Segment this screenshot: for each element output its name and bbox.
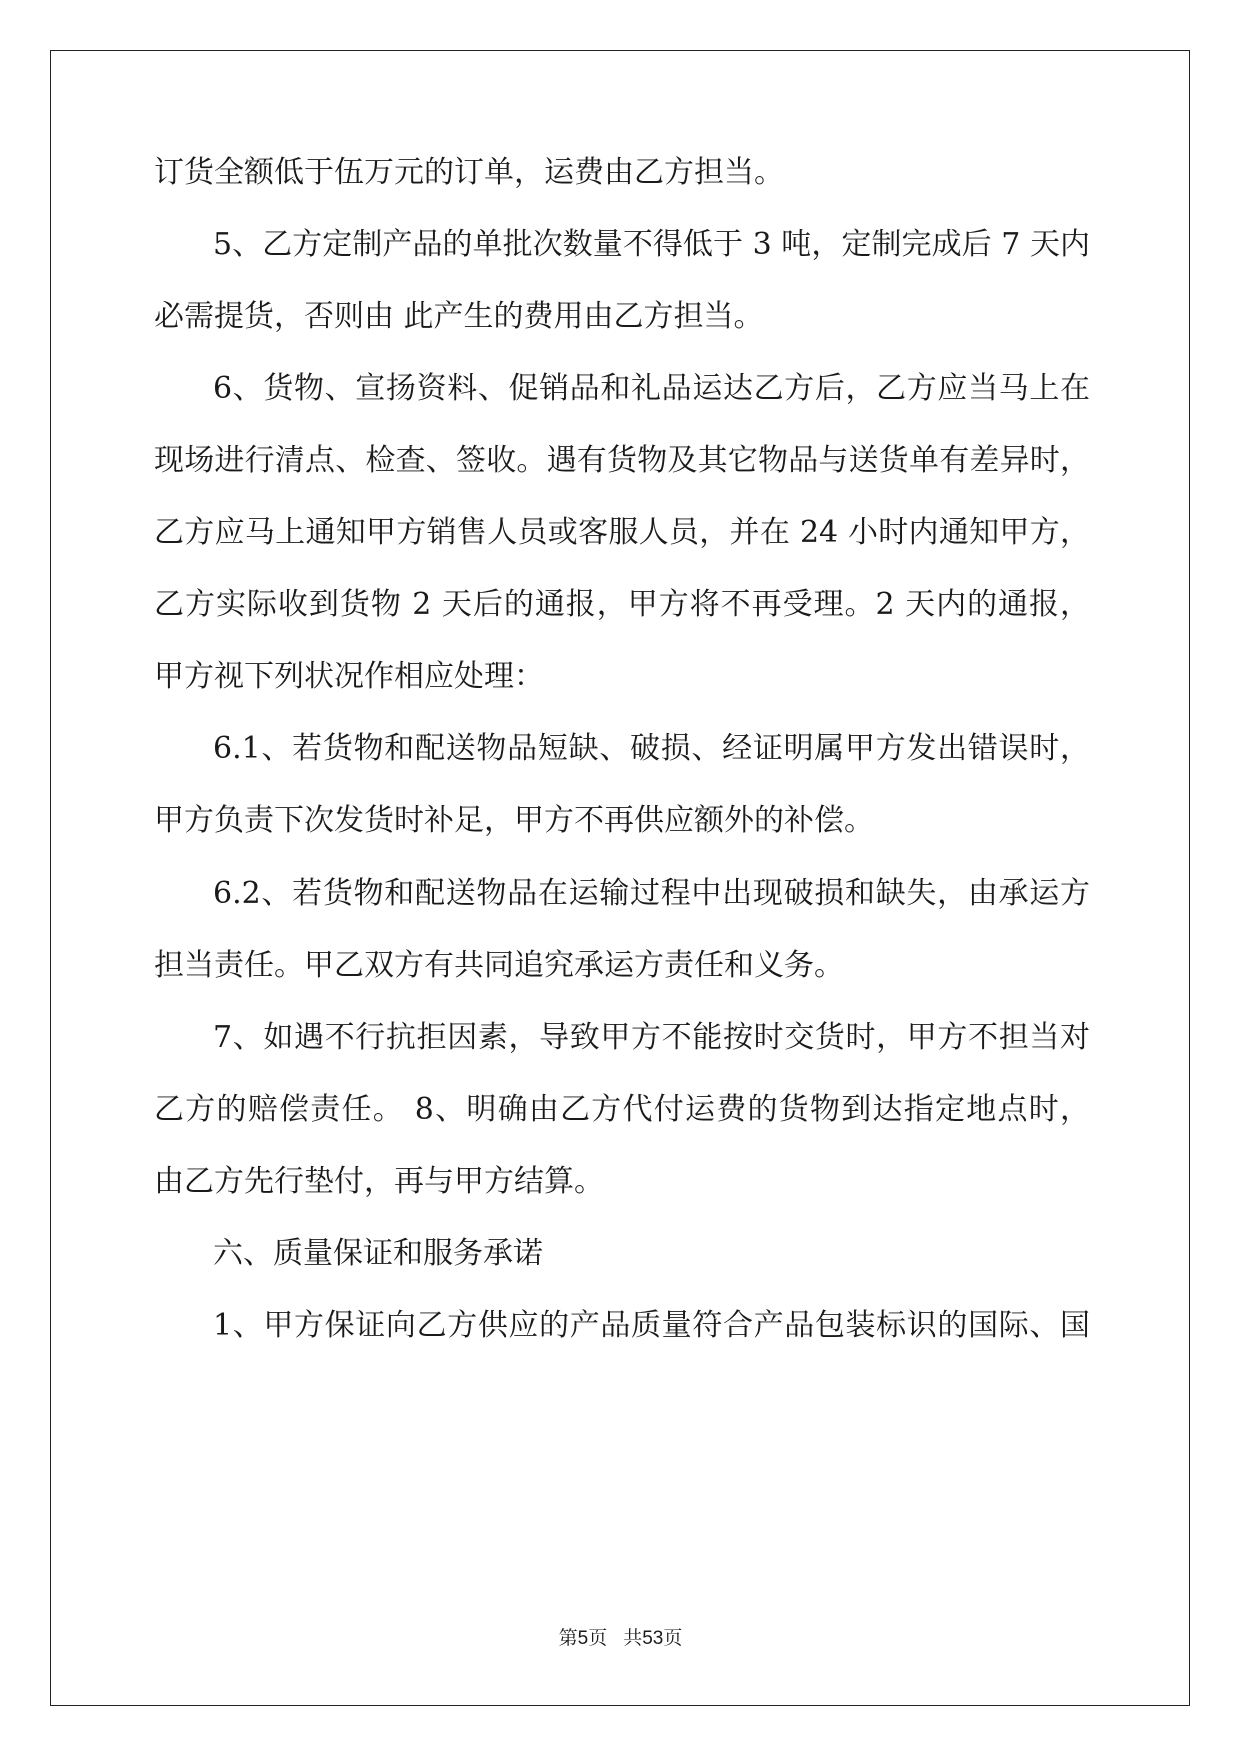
text-line: 乙方实际收到货物 2 天后的通报，甲方将不再受理。2 天内的通报， <box>154 587 1090 622</box>
text-line: 担当责任。甲乙双方有共同追究承运方责任和义务。 <box>154 948 844 983</box>
page-number: 5 <box>577 1628 589 1649</box>
paragraph-item-6-1: 6.1、若货物和配送物品短缺、破损、经证明属甲方发出错误时， <box>213 731 1090 766</box>
page-suffix: 页 <box>588 1627 608 1649</box>
paragraph-item-1: 1、甲方保证向乙方供应的产品质量符合产品包装标识的国际、国 <box>213 1308 1090 1343</box>
paragraph-item-6: 6、货物、宣扬资料、促销品和礼品运达乙方后，乙方应当马上在 <box>213 371 1090 406</box>
text-line: 乙方的赔偿责任。 8、明确由乙方代付运费的货物到达指定地点时， <box>154 1092 1090 1127</box>
text-line: 乙方应马上通知甲方销售人员或客服人员，并在 24 小时内通知甲方， <box>154 515 1090 550</box>
text-line: 必需提货，否则由 此产生的费用由乙方担当。 <box>154 299 764 334</box>
paragraph-item-7: 7、如遇不行抗拒因素，导致甲方不能按时交货时，甲方不担当对 <box>213 1020 1090 1055</box>
text-line: 甲方视下列状况作相应处理： <box>154 659 544 694</box>
paragraph-item-6-2: 6.2、若货物和配送物品在运输过程中出现破损和缺失，由承运方 <box>213 876 1090 911</box>
text-line: 甲方负责下次发货时补足，甲方不再供应额外的补偿。 <box>154 803 874 838</box>
total-prefix: 共 <box>623 1627 643 1649</box>
text-line: 订货全额低于伍万元的订单，运费由乙方担当。 <box>154 155 784 190</box>
page-footer <box>0 1625 1241 1651</box>
total-pages: 53 <box>642 1628 664 1649</box>
total-suffix: 页 <box>663 1627 683 1649</box>
page-prefix: 第 <box>558 1627 578 1649</box>
text-line: 现场进行清点、检查、签收。遇有货物及其它物品与送货单有差异时， <box>154 443 1090 478</box>
text-line: 由乙方先行垫付，再与甲方结算。 <box>154 1164 604 1199</box>
paragraph-item-5: 5、乙方定制产品的单批次数量不得低于 3 吨，定制完成后 7 天内 <box>213 227 1090 262</box>
section-heading: 六、质量保证和服务承诺 <box>213 1236 543 1271</box>
